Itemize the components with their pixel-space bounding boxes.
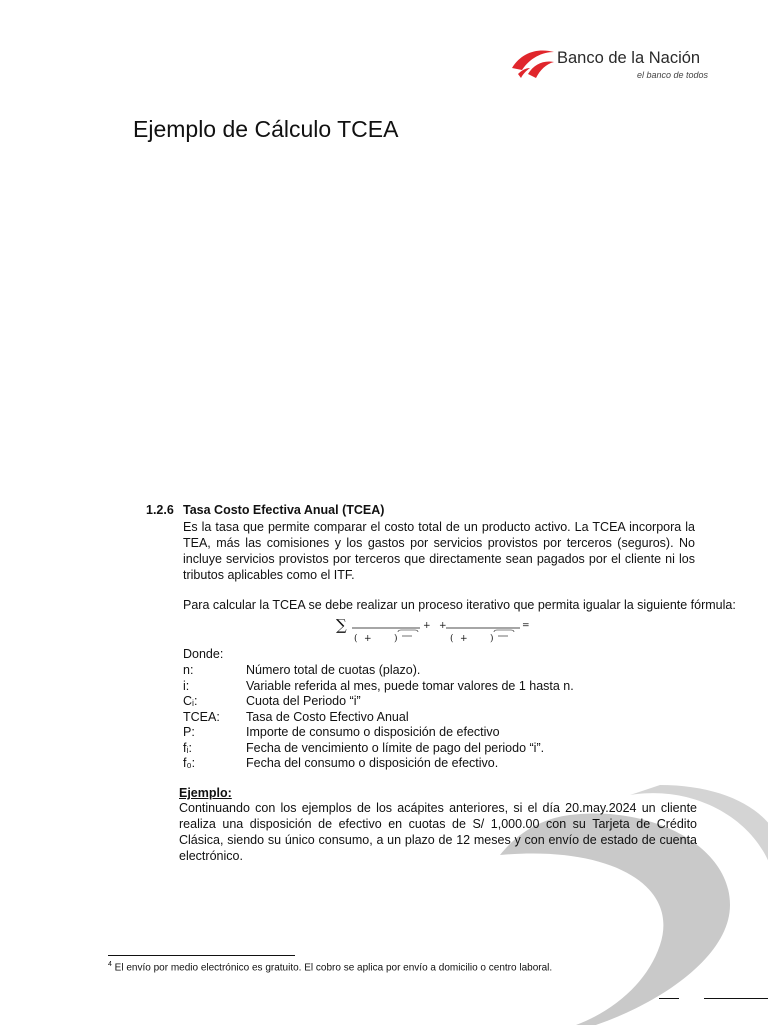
footer-line-left: [659, 998, 679, 999]
denominator-close-2: ): [490, 634, 494, 644]
glossary-item: [183, 741, 574, 757]
glossary-definition: Número total de cuotas (plazo).: [246, 663, 421, 677]
glossary-term: P:: [183, 725, 195, 739]
glossary-term: TCEA:: [183, 709, 220, 724]
section-number: 1.2.6: [146, 503, 174, 517]
formula-plus-1: +: [423, 621, 431, 631]
glossary-item: [183, 710, 574, 726]
footnote-divider: [108, 955, 295, 956]
example-label: Ejemplo:: [179, 786, 232, 800]
definition-paragraph: Es la tasa que permite comparar el costo total de un producto activo. La TCEA incorpora la TEA, más las comisiones y los gastos por servicios provistos por terceros (seguros). No incluye servicios provistos por terceros que directamente sean pagados por el cliente ni los tributos aplicables como el ITF.: [183, 520, 695, 582]
denominator-plus: +: [364, 634, 372, 644]
bank-logo-tagline: el banco de todos: [637, 70, 709, 80]
formula-equals: =: [522, 621, 530, 631]
glossary-definition: Fecha del consumo o disposición de efectivo.: [246, 756, 499, 770]
footnote: [108, 961, 552, 973]
page-title: Ejemplo de Cálculo TCEA: [133, 116, 399, 142]
footnote-marker: 4: [108, 961, 112, 968]
bank-logo-name: Banco de la Nación: [557, 49, 701, 67]
example-paragraph: Continuando con los ejemplos de los acápites anteriores, si el día 20.may.2024 un cliente realiza una disposición de efectivo en cuotas de S/ 1,000.00 con su Tarjeta de Crédito Clásica, siendo su único consumo, a un plazo de 12 meses y con envío de estado de cuenta electrónico.: [179, 801, 697, 863]
glossary-term: i:: [183, 678, 190, 693]
glossary-term: n:: [183, 663, 194, 677]
tcea-formula: [336, 614, 536, 646]
denominator-close: ): [394, 634, 398, 644]
glossary-item: [183, 679, 574, 695]
denominator-open: (: [354, 634, 358, 644]
glossary-term: fᵢ:: [183, 740, 192, 755]
glossary-item: [183, 663, 574, 679]
glossary-list: [183, 663, 574, 772]
formula-plus-2: +: [439, 621, 447, 631]
glossary-item: [183, 694, 574, 710]
glossary-term: Cᵢ:: [183, 694, 198, 708]
sum-symbol: ∑: [336, 616, 347, 634]
glossary-item: [183, 725, 574, 741]
section-title: Tasa Costo Efectiva Anual (TCEA): [183, 503, 385, 517]
footnote-text: El envío por medio electrónico es gratuito. El cobro se aplica por envío a domicilio o centro laboral.: [111, 962, 553, 974]
glossary-definition: Cuota del Periodo “i”: [246, 694, 361, 708]
footer-line-right: [704, 998, 768, 999]
bank-logo-icon: [508, 44, 556, 80]
glossary-definition: Tasa de Costo Efectivo Anual: [246, 709, 409, 724]
glossary-term: f₀:: [183, 756, 196, 770]
donde-label: Donde:: [183, 647, 224, 661]
denominator-plus-2: +: [460, 634, 468, 644]
glossary-definition: Variable referida al mes, puede tomar valores de 1 hasta n.: [246, 678, 574, 693]
glossary-item: [183, 756, 574, 772]
denominator-open-2: (: [450, 634, 454, 644]
glossary-definition: Fecha de vencimiento o límite de pago del periodo “i”.: [246, 740, 545, 755]
formula-intro-paragraph: Para calcular la TCEA se debe realizar un proceso iterativo que permita igualar la siguiente fórmula:: [183, 598, 736, 612]
glossary-definition: Importe de consumo o disposición de efectivo: [246, 725, 500, 739]
